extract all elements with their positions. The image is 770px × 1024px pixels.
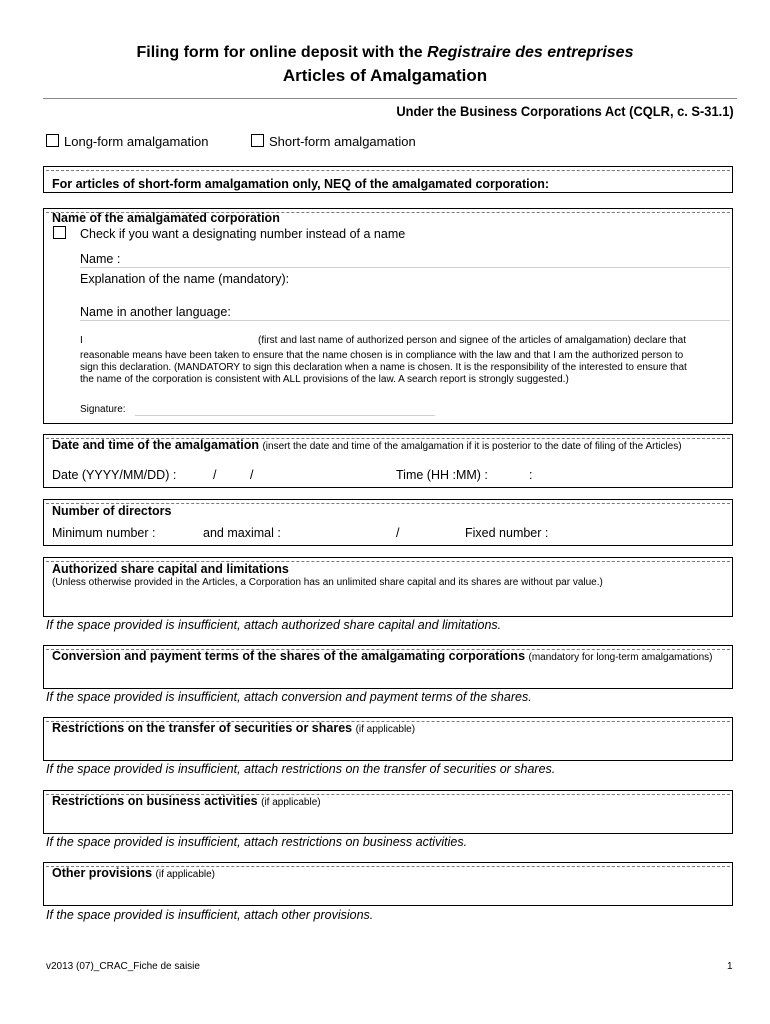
signature-line[interactable]	[135, 415, 435, 416]
short-form-label: Short-form amalgamation	[269, 134, 416, 149]
conversion-heading-text: Conversion and payment terms of the shares of the amalgamating corporations	[52, 649, 526, 663]
long-form-label: Long-form amalgamation	[64, 134, 209, 149]
directors-heading: Number of directors	[52, 504, 172, 518]
time-label: Time (HH :MM) :	[396, 468, 488, 482]
business-attach-note: If the space provided is insufficient, attach restrictions on business activities.	[46, 835, 468, 849]
other-provisions-heading-text: Other provisions	[52, 866, 153, 880]
maximal-directors-label: and maximal :	[203, 526, 281, 540]
footer-version: v2013 (07)_CRAC_Fiche de saisie	[46, 961, 200, 972]
form-title-prefix: Filing form for online deposit with the	[136, 44, 428, 61]
fixed-directors-label: Fixed number :	[465, 526, 549, 540]
conversion-attach-note: If the space provided is insufficient, attach conversion and payment terms of the shares.	[46, 690, 532, 704]
act-reference: Under the Business Corporations Act (CQLR, c. S-31.1)	[396, 103, 734, 119]
page-number: 1	[727, 961, 733, 972]
neq-label: For articles of short-form amalgamation only, NEQ of the amalgamated corporation:	[52, 177, 550, 191]
other-language-label: Name in another language:	[80, 305, 231, 319]
date-separator-2: /	[250, 468, 254, 482]
long-form-option[interactable]	[46, 134, 209, 149]
share-capital-note: (Unless otherwise provided in the Articles, a Corporation has an unlimited share capital and its shares are without par value.)	[52, 577, 603, 588]
share-capital-attach-note: If the space provided is insufficient, attach authorized share capital and limitations.	[46, 618, 502, 632]
transfer-attach-note: If the space provided is insufficient, attach restrictions on the transfer of securities or shares.	[46, 762, 556, 776]
transfer-note: (if applicable)	[355, 724, 416, 735]
neq-dash	[46, 170, 730, 171]
business-note: (if applicable)	[261, 797, 321, 808]
explanation-label: Explanation of the name (mandatory):	[80, 272, 290, 286]
date-separator-1: /	[213, 468, 217, 482]
date-section-note: (insert the date and time of the amalgamation if it is posterior to the date of filing of the Articles)	[262, 441, 682, 452]
signature-label: Signature:	[80, 404, 126, 415]
form-subtitle: Articles of Amalgamation	[282, 66, 488, 85]
designating-number-option[interactable]	[53, 226, 405, 241]
date-label: Date (YYYY/MM/DD) :	[52, 468, 177, 482]
designating-number-label: Check if you want a designating number instead of a name	[80, 227, 406, 241]
conversion-note: (mandatory for long-term amalgamations)	[528, 652, 713, 663]
declaration-line-3: sign this declaration. (MANDATORY to sign this declaration when a name is chosen. It is the responsibility of the interested to ensure that	[80, 362, 687, 373]
minimum-directors-label: Minimum number :	[52, 526, 156, 540]
long-form-checkbox[interactable]	[46, 134, 59, 147]
short-form-option[interactable]	[251, 134, 416, 149]
other-provisions-attach-note: If the space provided is insufficient, attach other provisions.	[46, 908, 374, 922]
other-language-line[interactable]	[80, 320, 730, 321]
name-field-line[interactable]	[80, 267, 730, 268]
declaration-i: I	[80, 335, 83, 346]
date-section-heading	[52, 438, 682, 452]
declaration-line-2: reasonable means have been taken to ensure that the name chosen is in compliance with the law and that I am the authorized person to	[80, 350, 684, 361]
declaration-line-4: the name of the corporation is consistent with ALL provisions of the law. A search report is strongly suggested.)	[80, 374, 569, 385]
declaration-line-1: (first and last name of authorized person and signee of the articles of amalgamation) declare that	[258, 335, 687, 346]
other-provisions-heading	[52, 866, 215, 880]
short-form-checkbox[interactable]	[251, 134, 264, 147]
other-provisions-note: (if applicable)	[155, 869, 215, 880]
directors-separator: /	[396, 526, 400, 540]
header-rule	[43, 98, 737, 99]
designating-number-checkbox[interactable]	[53, 226, 66, 239]
date-heading-text: Date and time of the amalgamation	[52, 438, 259, 452]
name-section-heading: Name of the amalgamated corporation	[52, 211, 280, 225]
form-title-italic: Registraire des entreprises	[427, 44, 634, 61]
transfer-heading-text: Restrictions on the transfer of securities or shares	[52, 721, 353, 735]
business-heading-text: Restrictions on business activities	[52, 794, 258, 808]
name-label: Name :	[80, 252, 121, 266]
conversion-heading	[52, 649, 712, 663]
share-capital-heading: Authorized share capital and limitations	[52, 562, 289, 576]
business-heading	[52, 794, 321, 808]
transfer-heading	[52, 721, 415, 735]
form-title	[0, 44, 770, 62]
time-separator: :	[529, 468, 533, 482]
